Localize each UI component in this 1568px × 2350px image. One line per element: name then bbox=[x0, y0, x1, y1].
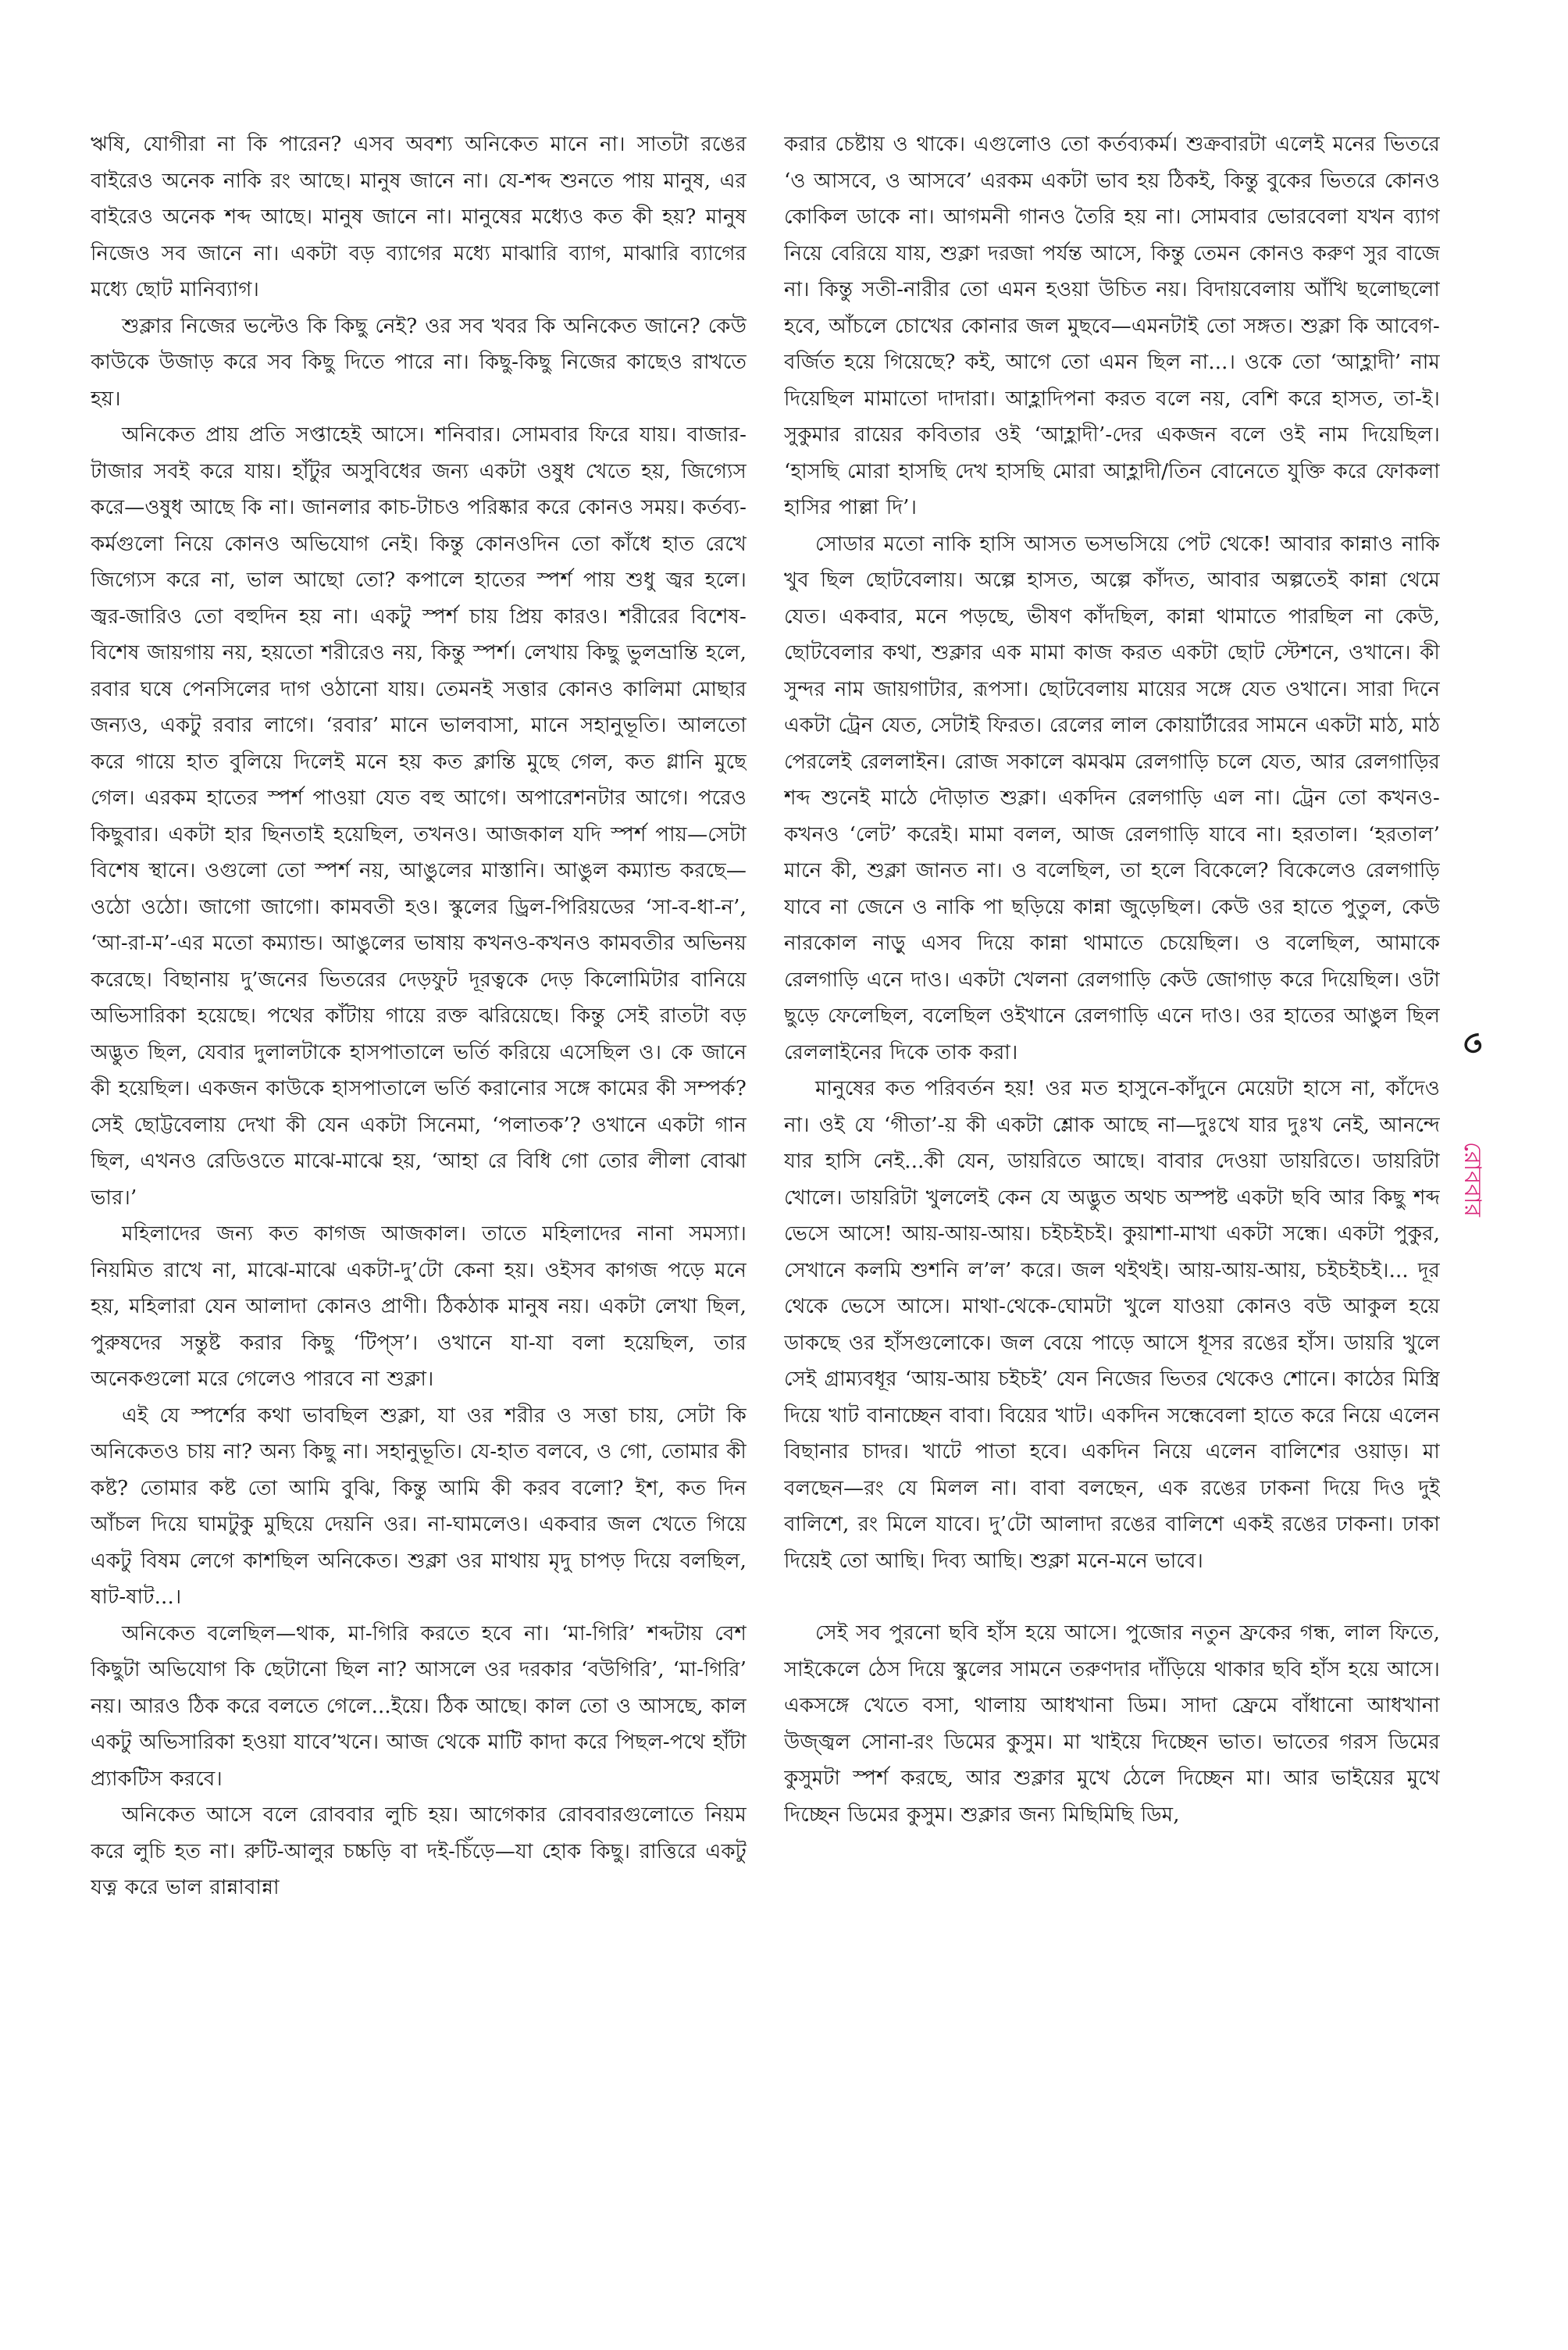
left-paragraph-5: এই যে স্পর্শের কথা ভাবছিল শুক্লা, যা ওর শরীর ও সত্তা চায়, সেটা কি অনিকেতও চায় না? অন্য কিছু না। সহানুভূতি। যে-হাত বলবে, ও গো, তোমার কী কষ্ট? তোমার কষ্ট তো আমি বুঝি, কিন্তু আমি কী করব বলো? ইশ, কত দিন আঁচল দিয়ে ঘামটুকু মুছিয়ে দেয়নি ওর। না-ঘামলেও। একবার জল খেতে গিয়ে একটু বিষম লেগে কাশছিল অনিকেত। শুক্লা ওর মাথায় মৃদু চাপড় দিয়ে বলছিল, ষাট-ষাট...। bbox=[91, 1403, 747, 1609]
right-paragraph-1: করার চেষ্টায় ও থাকে। এগুলোও তো কর্তব্যকর্ম। শুক্রবারটা এলেই মনের ভিতরে ‘ও আসবে, ও আসবে’ এরকম একটা ভাব হয় ঠিকই, কিন্তু বুকের ভিতরে কোনও কোকিল ডাকে না। আগমনী গানও তৈরি হয় না। সোমবার ভোরবেলা যখন ব্যাগ নিয়ে বেরিয়ে যায়, শুক্লা দরজা পর্যন্ত আসে, কিন্তু তেমন কোনও করুণ সুর বাজে না। কিন্তু সতী-নারীর তো এমন হওয়া উচিত নয়। বিদায়বেলায় আঁখি ছলোছলো হবে, আঁচলে চোখের কোনার জল মুছবে—এমনটাই তো সঙ্গত। শুক্লা কি আবেগ-বর্জিত হয়ে গিয়েছে? কই, আগে তো এমন ছিল না...। ওকে তো ‘আহ্লাদী’ নাম দিয়েছিল মামাতো দাদারা। আহ্লাদিপনা করত বলে নয়, বেশি করে হাসত, তা-ই। সুকুমার রায়ের কবিতার ওই ‘আহ্লাদী’-দের একজন বলে ওই নাম দিয়েছিল। ‘হাসছি মোরা হাসছি দেখ হাসছি মোরা আহ্লাদী/তিন বোনেতে যুক্তি করে ফোকলা হাসির পাল্লা দি’। bbox=[784, 133, 1440, 519]
magazine-name: রোববার bbox=[1459, 1142, 1486, 1217]
right-text-column bbox=[784, 127, 1440, 2153]
left-paragraph-2: শুক্লার নিজের ভল্টেও কি কিছু নেই? ওর সব খবর কি অনিকেত জানে? কেউ কাউকে উজাড় করে সব কিছু দিতে পারে না। কিছু-কিছু নিজের কাছেও রাখতে হয়। bbox=[91, 314, 747, 411]
right-paragraph-3: মানুষের কত পরিবর্তন হয়! ওর মত হাসুনে-কাঁদুনে মেয়েটা হাসে না, কাঁদেও না। ওই যে ‘গীতা’-য় কী একটা শ্লোক আছে না—দুঃখে যার দুঃখ নেই, আনন্দে যার হাসি নেই...কী যেন, ডায়রিতে আছে। বাবার দেওয়া ডায়রিতে। ডায়রিটা খোলে। ডায়রিটা খুললেই কেন যে অদ্ভুত অথচ অস্পষ্ট একটা ছবি আর কিছু শব্দ ভেসে আসে! আয়-আয়-আয়। চইচইচই। কুয়াশা-মাখা একটা সন্ধে। একটা পুকুর, সেখানে কলমি শুশনি ল’ল’ করে। জল থইথই। আয়-আয়-আয়, চইচইচই।... দূর থেকে ভেসে আসে। মাথা-থেকে-ঘোমটা খুলে যাওয়া কোনও বউ আকুল হয়ে ডাকছে ওর হাঁসগুলোকে। জল বেয়ে পাড়ে আসে ধূসর রঙের হাঁস। ডায়রি খুলে সেই গ্রাম্যবধূর ‘আয়-আয় চইচই’ যেন নিজের ভিতর থেকেও শোনে। কাঠের মিস্ত্রি দিয়ে খাট বানাচ্ছেন বাবা। বিয়ের খাট। একদিন সন্ধেবেলা হাতে করে নিয়ে এলেন বিছানার চাদর। খাটে পাতা হবে। একদিন নিয়ে এলেন বালিশের ওয়াড়। মা বলছেন—রং যে মিলল না। বাবা বলছেন, এক রঙের ঢাকনা দিয়ে দিও দুই বালিশে, রং মিলে যাবে। দু’টো আলাদা রঙের বালিশে একই রঙের ঢাকনা। ঢাকা দিয়েই তো আছি। দিব্য আছি। শুক্লা মনে-মনে ভাবে। bbox=[784, 1077, 1440, 1573]
left-paragraph-6: অনিকেত বলেছিল—থাক, মা-গিরি করতে হবে না। ‘মা-গিরি’ শব্দটায় বেশ কিছুটা অভিযোগ কি ছেটানো ছিল না? আসলে ওর দরকার ‘বউগিরি’, ‘মা-গিরি’ নয়। আরও ঠিক করে বলতে গেলে...ইয়ে। ঠিক আছে। কাল তো ও আসছে, কাল একটু অভিসারিকা হওয়া যাবে’খনে। আজ থেকে মাটি কাদা করে পিছল-পথে হাঁটা প্র্যাকটিস করবে। bbox=[91, 1621, 747, 1791]
left-paragraph-4: মহিলাদের জন্য কত কাগজ আজকাল। তাতে মহিলাদের নানা সমস্যা। নিয়মিত রাখে না, মাঝে-মাঝে একটা-দু’টো কেনা হয়। ওইসব কাগজ পড়ে মনে হয়, মহিলারা যেন আলাদা কোনও প্রাণী। ঠিকঠাক মানুষ নয়। একটা লেখা ছিল, পুরুষদের সন্তুষ্ট করার কিছু ‘টিপ্‌স’। ওখানে যা-যা বলা হয়েছিল, তার অনেকগুলো মরে গেলেও পারবে না শুক্লা। bbox=[91, 1222, 747, 1391]
right-paragraph-2: সোডার মতো নাকি হাসি আসত ভসভসিয়ে পেট থেকে! আবার কান্নাও নাকি খুব ছিল ছোটবেলায়। অল্পে হাসত, অল্পে কাঁদত, আবার অল্পতেই কান্না থেমে যেত। একবার, মনে পড়ছে, ভীষণ কাঁদছিল, কান্না থামাতে পারছিল না কেউ, ছোটবেলার কথা, শুক্লার এক মামা কাজ করত একটা ছোট স্টেশনে, ওখানে। কী সুন্দর নাম জায়গাটার, রূপসা। ছোটবেলায় মায়ের সঙ্গে যেত ওখানে। সারা দিনে একটা ট্রেন যেত, সেটাই ফিরত। রেলের লাল কোয়ার্টারের সামনে একটা মাঠ, মাঠ পেরলেই রেললাইন। রোজ সকালে ঝমঝম রেলগাড়ি চলে যেত, আর রেলগাড়ির শব্দ শুনেই মাঠে দৌড়াত শুক্লা। একদিন রেলগাড়ি এল না। ট্রেন তো কখনও-কখনও ‘লেট’ করেই। মামা বলল, আজ রেলগাড়ি যাবে না। হরতাল। ‘হরতাল’ মানে কী, শুক্লা জানত না। ও বলেছিল, তা হলে বিকেলে? বিকেলেও রেলগাড়ি যাবে না জেনে ও নাকি পা ছড়িয়ে কান্না জুড়েছিল। কেউ ওর হাতে পুতুল, কেউ নারকোল নাড়ু এসব দিয়ে কান্না থামাতে চেয়েছিল। ও বলেছিল, আমাকে রেলগাড়ি এনে দাও। একটা খেলনা রেলগাড়ি কেউ জোগাড় করে দিয়েছিল। ওটা ছুড়ে ফেলেছিল, বলেছিল ওইখানে রেলগাড়ি এনে দাও। ওর হাতের আঙুল ছিল রেললাইনের দিকে তাক করা। bbox=[784, 532, 1440, 1064]
left-paragraph-3: অনিকেত প্রায় প্রতি সপ্তাহেই আসে। শনিবার। সোমবার ফিরে যায়। বাজার-টাজার সবই করে যায়। হাঁটুর অসুবিধের জন্য একটা ওষুধ খেতে হয়, জিগ্যেস করে—ওষুধ আছে কি না। জানলার কাচ-টাচও পরিষ্কার করে কোনও সময়। কর্তব্য-কর্মগুলো নিয়ে কোনও অভিযোগ নেই। কিন্তু কোনওদিন তো কাঁধে হাত রেখে জিগ্যেস করে না, ভাল আছো তো? কপালে হাতের স্পর্শ পায় শুধু জ্বর হলে। জ্বর-জারিও তো বহুদিন হয় না। একটু স্পর্শ চায় প্রিয় কারও। শরীরের বিশেষ-বিশেষ জায়গায় নয়, হয়তো শরীরেও নয়, কিন্তু স্পর্শ। লেখায় কিছু ভুলভ্রান্তি হলে, রবার ঘষে পেনসিলের দাগ ওঠানো যায়। তেমনই সত্তার কোনও কালিমা মোছার জন্যও, একটু রবার লাগে। ‘রবার’ মানে ভালবাসা, মানে সহানুভূতি। আলতো করে গায়ে হাত বুলিয়ে দিলেই মনে হয় কত ক্লান্তি মুছে গেল, কত গ্লানি মুছে গেল। এরকম হাতের স্পর্শ পাওয়া যেত বহু আগে। অপারেশনটার আগে। পরেও কিছুবার। একটা হার ছিনতাই হয়েছিল, তখনও। আজকাল যদি স্পর্শ পায়—সেটা বিশেষ স্থানে। ওগুলো তো স্পর্শ নয়, আঙুলের মাস্তানি। আঙুল কম্যান্ড করছে—ওঠো ওঠো। জাগো জাগো। কামবতী হও। স্কুলের ড্রিল-পিরিয়ডের ‘সা-ব-ধা-ন’, ‘আ-রা-ম’-এর মতো কম্যান্ড। আঙুলের ভাষায় কখনও-কখনও কামবতীর অভিনয় করেছে। বিছানায় দু’জনের ভিতরের দেড়ফুট দূরত্বকে দেড় কিলোমিটার বানিয়ে অভিসারিকা হয়েছে। পথের কাঁটায় গায়ে রক্ত ঝরিয়েছে। কিন্তু সেই রাতটা বড় অদ্ভুত ছিল, যেবার দুলালটাকে হাসপাতালে ভর্তি করিয়ে এসেছিল ও। কে জানে কী হয়েছিল। একজন কাউকে হাসপাতালে ভর্তি করানোর সঙ্গে কামের কী সম্পর্ক? সেই ছোট্টবেলায় দেখা কী যেন একটা সিনেমা, ‘পলাতক’? ওখানে একটা গান ছিল, এখনও রেডিওতে মাঝে-মাঝে হয়, ‘আহা রে বিধি গো তোর লীলা বোঝা ভার।’ bbox=[91, 423, 747, 1210]
page-number: ৩ bbox=[1454, 1032, 1493, 1054]
right-paragraph-4: সেই সব পুরনো ছবি হাঁস হয়ে আসে। পুজোর নতুন ফ্রকের গন্ধ, লাল ফিতে, সাইকেলে ঠেস দিয়ে স্কুলের সামনে তরুণদার দাঁড়িয়ে থাকার ছবি হাঁস হয়ে আসে। একসঙ্গে খেতে বসা, থালায় আধখানা ডিম। সাদা ফ্রেমে বাঁধানো আধখানা উজ্জ্বল সোনা-রং ডিমের কুসুম। মা খাইয়ে দিচ্ছেন ভাত। ভাতের গরস ডিমের কুসুমটা স্পর্শ করছে, আর শুক্লার মুখে ঠেলে দিচ্ছেন মা। আর ভাইয়ের মুখে দিচ্ছেন ডিমের কুসুম। শুক্লার জন্য মিছিমিছি ডিম, bbox=[784, 1621, 1440, 1827]
left-text-column bbox=[91, 127, 747, 2153]
left-paragraph-1: ঋষি, যোগীরা না কি পারেন? এসব অবশ্য অনিকেত মানে না। সাতটা রঙের বাইরেও অনেক নাকি রং আছে। মানুষ জানে না। যে-শব্দ শুনতে পায় মানুষ, এর বাইরেও অনেক শব্দ আছে। মানুষ জানে না। মানুষের মধ্যেও কত কী হয়? মানুষ নিজেও সব জানে না। একটা বড় ব্যাগের মধ্যে মাঝারি ব্যাগ, মাঝারি ব্যাগের মধ্যে ছোট মানিব্যাগ। bbox=[91, 133, 747, 301]
left-paragraph-7: অনিকেত আসে বলে রোববার লুচি হয়। আগেকার রোববারগুলোতে নিয়ম করে লুচি হত না। রুটি-আলুর চচ্চড়ি বা দই-চিঁড়ে—যা হোক কিছু। রাত্তিরে একটু যত্ন করে ভাল রান্নাবান্না bbox=[91, 1803, 747, 1899]
